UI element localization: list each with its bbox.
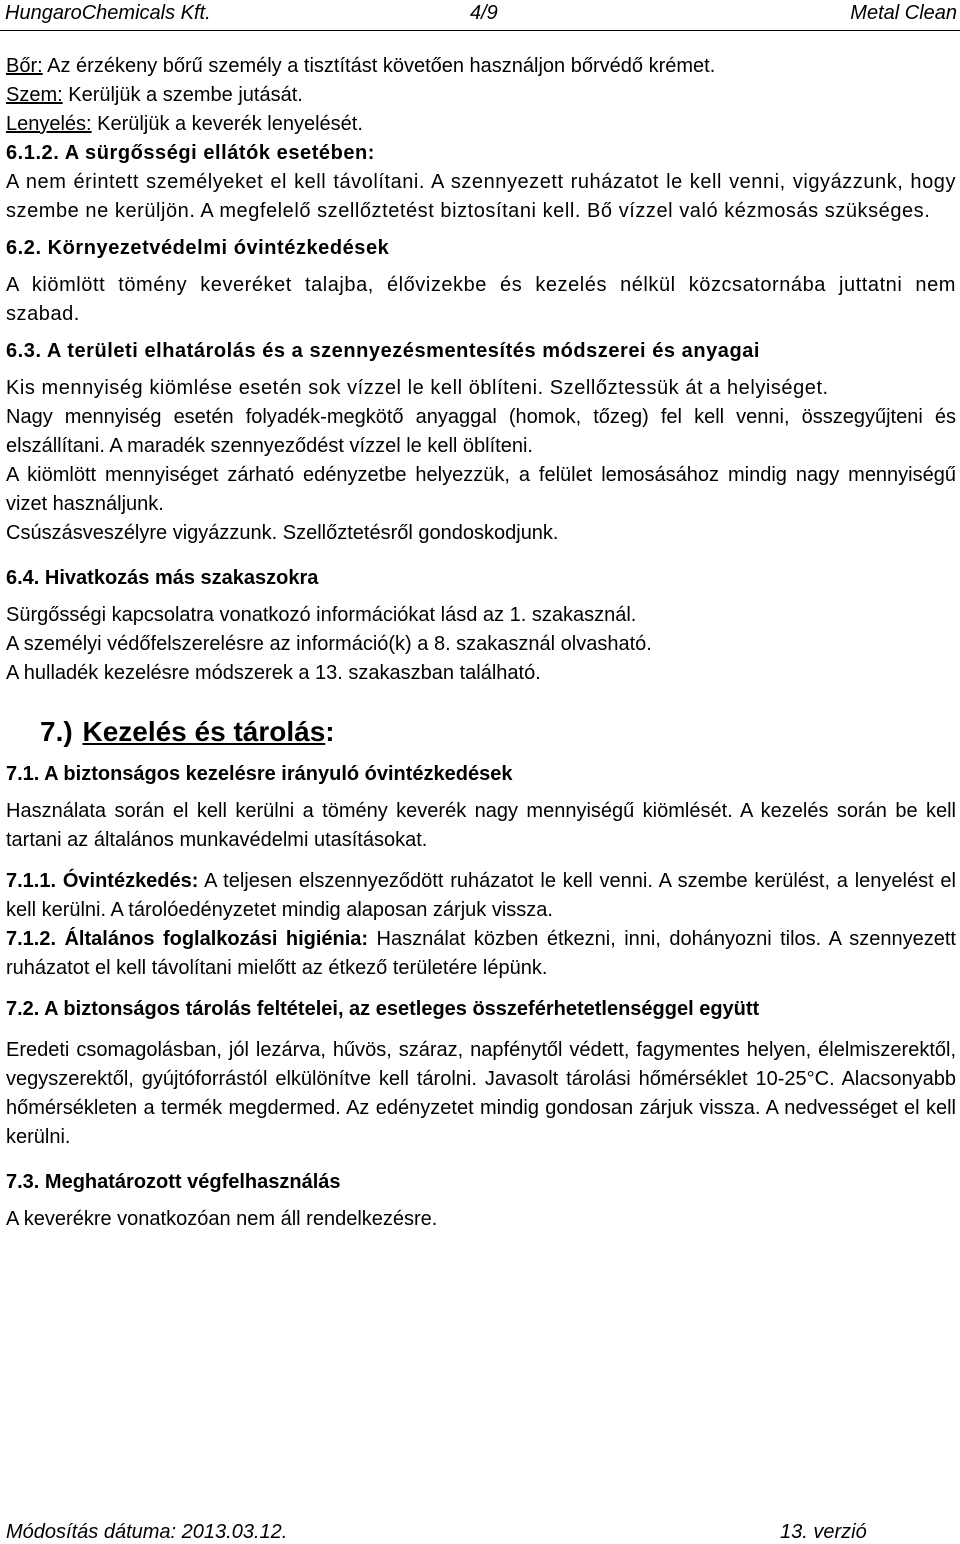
eye-text: Kerüljük a szembe jutását. — [62, 84, 303, 106]
section-7-1-heading: 7.1. A biztonságos kezelésre irányuló óvintézkedések — [6, 763, 513, 785]
section-6-3-paragraph: Kis mennyiség kiömlése esetén sok vízzel le kell öblíteni. Szellőztessük át a helyiséget. — [6, 377, 829, 399]
section-7-number: 7.) — [40, 716, 73, 747]
section-7-2-heading: 7.2. A biztonságos tárolás feltételei, az esetleges összeférhetetlenséggel együtt — [6, 998, 760, 1020]
section-7-1-2-paragraph — [6, 925, 956, 983]
section-7-1-text: Használata során el kell kerülni a tömény keverék nagy mennyiségű kiömlését. A kezelés során be kell tartani az általános munkavédelmi utasításokat. — [6, 800, 956, 851]
section-7-2-text: Eredeti csomagolásban, jól lezárva, hűvös, száraz, napfénytől védett, fagymentes helyen, élelmiszerektől, vegyszerektől, gyújtóforrástól elkülönítve kell tárolni. Javasolt tárolási hőmérséklet 10-25°C. Alacsonyabb hőmérsékleten a termék megdermed. Az edényzetet mindig gondosan zárjuk vissza. A nedvességet el kell kerülni. — [6, 1039, 956, 1148]
section-6-3-paragraph: A kiömlött mennyiséget zárható edényzetbe helyezzük, a felület lemosásához mindig nagy mennyiségű vizet használjunk. — [6, 464, 956, 515]
header-product: Metal Clean — [850, 2, 957, 24]
footer-modified-date: Módosítás dátuma: 2013.03.12. — [6, 1521, 288, 1543]
eye-line — [6, 81, 956, 110]
eye-label: Szem: — [6, 84, 63, 106]
section-6-4-line: A hulladék kezelésre módszerek a 13. szakaszban található. — [6, 662, 541, 684]
skin-label: Bőr: — [6, 55, 43, 77]
section-6-4-line: Sürgősségi kapcsolatra vonatkozó információkat lásd az 1. szakasznál. — [6, 604, 637, 626]
section-7-1-1-paragraph — [6, 867, 956, 925]
section-7-3-text: A keverékre vonatkozóan nem áll rendelkezésre. — [6, 1208, 438, 1230]
skin-text: Az érzékeny bőrű személy a tisztítást követően használjon bőrvédő krémet. — [42, 55, 716, 77]
section-6-2-text: A kiömlött tömény keveréket talajba, élővizekbe és kezelés nélkül közcsatornába juttatni nem szabad. — [6, 274, 956, 325]
section-7-1-2-text: Használat közben étkezni, inni, dohányozni tilos. A szennyezett ruházatot el kell távolítani mielőtt az étkező területére lépünk. — [6, 928, 956, 979]
ingestion-text: Kerüljük a keverék lenyelését. — [91, 113, 363, 135]
section-7-1-1-text: A teljesen elszennyeződött ruházatot le kell venni. A szembe kerülést, a lenyelést el kell kerülni. A tárolóedényzetet mindig alaposan zárjuk vissza. — [6, 870, 956, 921]
section-6-2-heading: 6.2. Környezetvédelmi óvintézkedések — [6, 237, 390, 259]
section-6-3-paragraph: Nagy mennyiség esetén folyadék-megkötő anyaggal (homok, tőzeg) fel kell venni, összegyűjteni és elszállítani. A maradék szennyeződést vízzel le kell öblíteni. — [6, 406, 956, 457]
section-6-1-2-text: A nem érintett személyeket el kell távolítani. A szennyezett ruházatot le kell venni, vigyázzunk, hogy szembe ne kerüljön. A megfelelő szellőztetést biztosítani kell. Bő vízzel való kézmosás szükséges. — [6, 171, 956, 222]
header-rule — [0, 30, 960, 31]
section-6-4-heading: 6.4. Hivatkozás más szakaszokra — [6, 567, 319, 589]
header-page-number: 4/9 — [470, 2, 498, 24]
page-header — [0, 0, 960, 30]
footer-version: 13. verzió — [780, 1521, 867, 1543]
skin-line — [6, 52, 956, 81]
section-6-1-2-heading: 6.1.2. A sürgősségi ellátók esetében: — [6, 142, 376, 164]
ingestion-label: Lenyelés: — [6, 113, 92, 135]
section-7-colon: : — [325, 716, 335, 747]
section-6-3-heading: 6.3. A területi elhatárolás és a szennyezésmentesítés módszerei és anyagai — [6, 340, 760, 362]
ingestion-line — [6, 110, 956, 139]
section-7-title-text: Kezelés és tárolás — [82, 716, 326, 747]
section-7-3-heading: 7.3. Meghatározott végfelhasználás — [6, 1171, 341, 1193]
section-7-1-2-label: 7.1.2. Általános foglalkozási higiénia: — [6, 928, 369, 950]
section-6-3-paragraph: Csúszásveszélyre vigyázzunk. Szellőztetésről gondoskodjunk. — [6, 522, 559, 544]
section-6-4-line: A személyi védőfelszerelésre az információ(k) a 8. szakasznál olvasható. — [6, 633, 652, 655]
header-company: HungaroChemicals Kft. — [5, 2, 211, 24]
section-7-1-1-label: 7.1.1. Óvintézkedés: — [6, 870, 199, 892]
section-7-title — [40, 712, 956, 752]
document-body — [6, 52, 956, 1234]
